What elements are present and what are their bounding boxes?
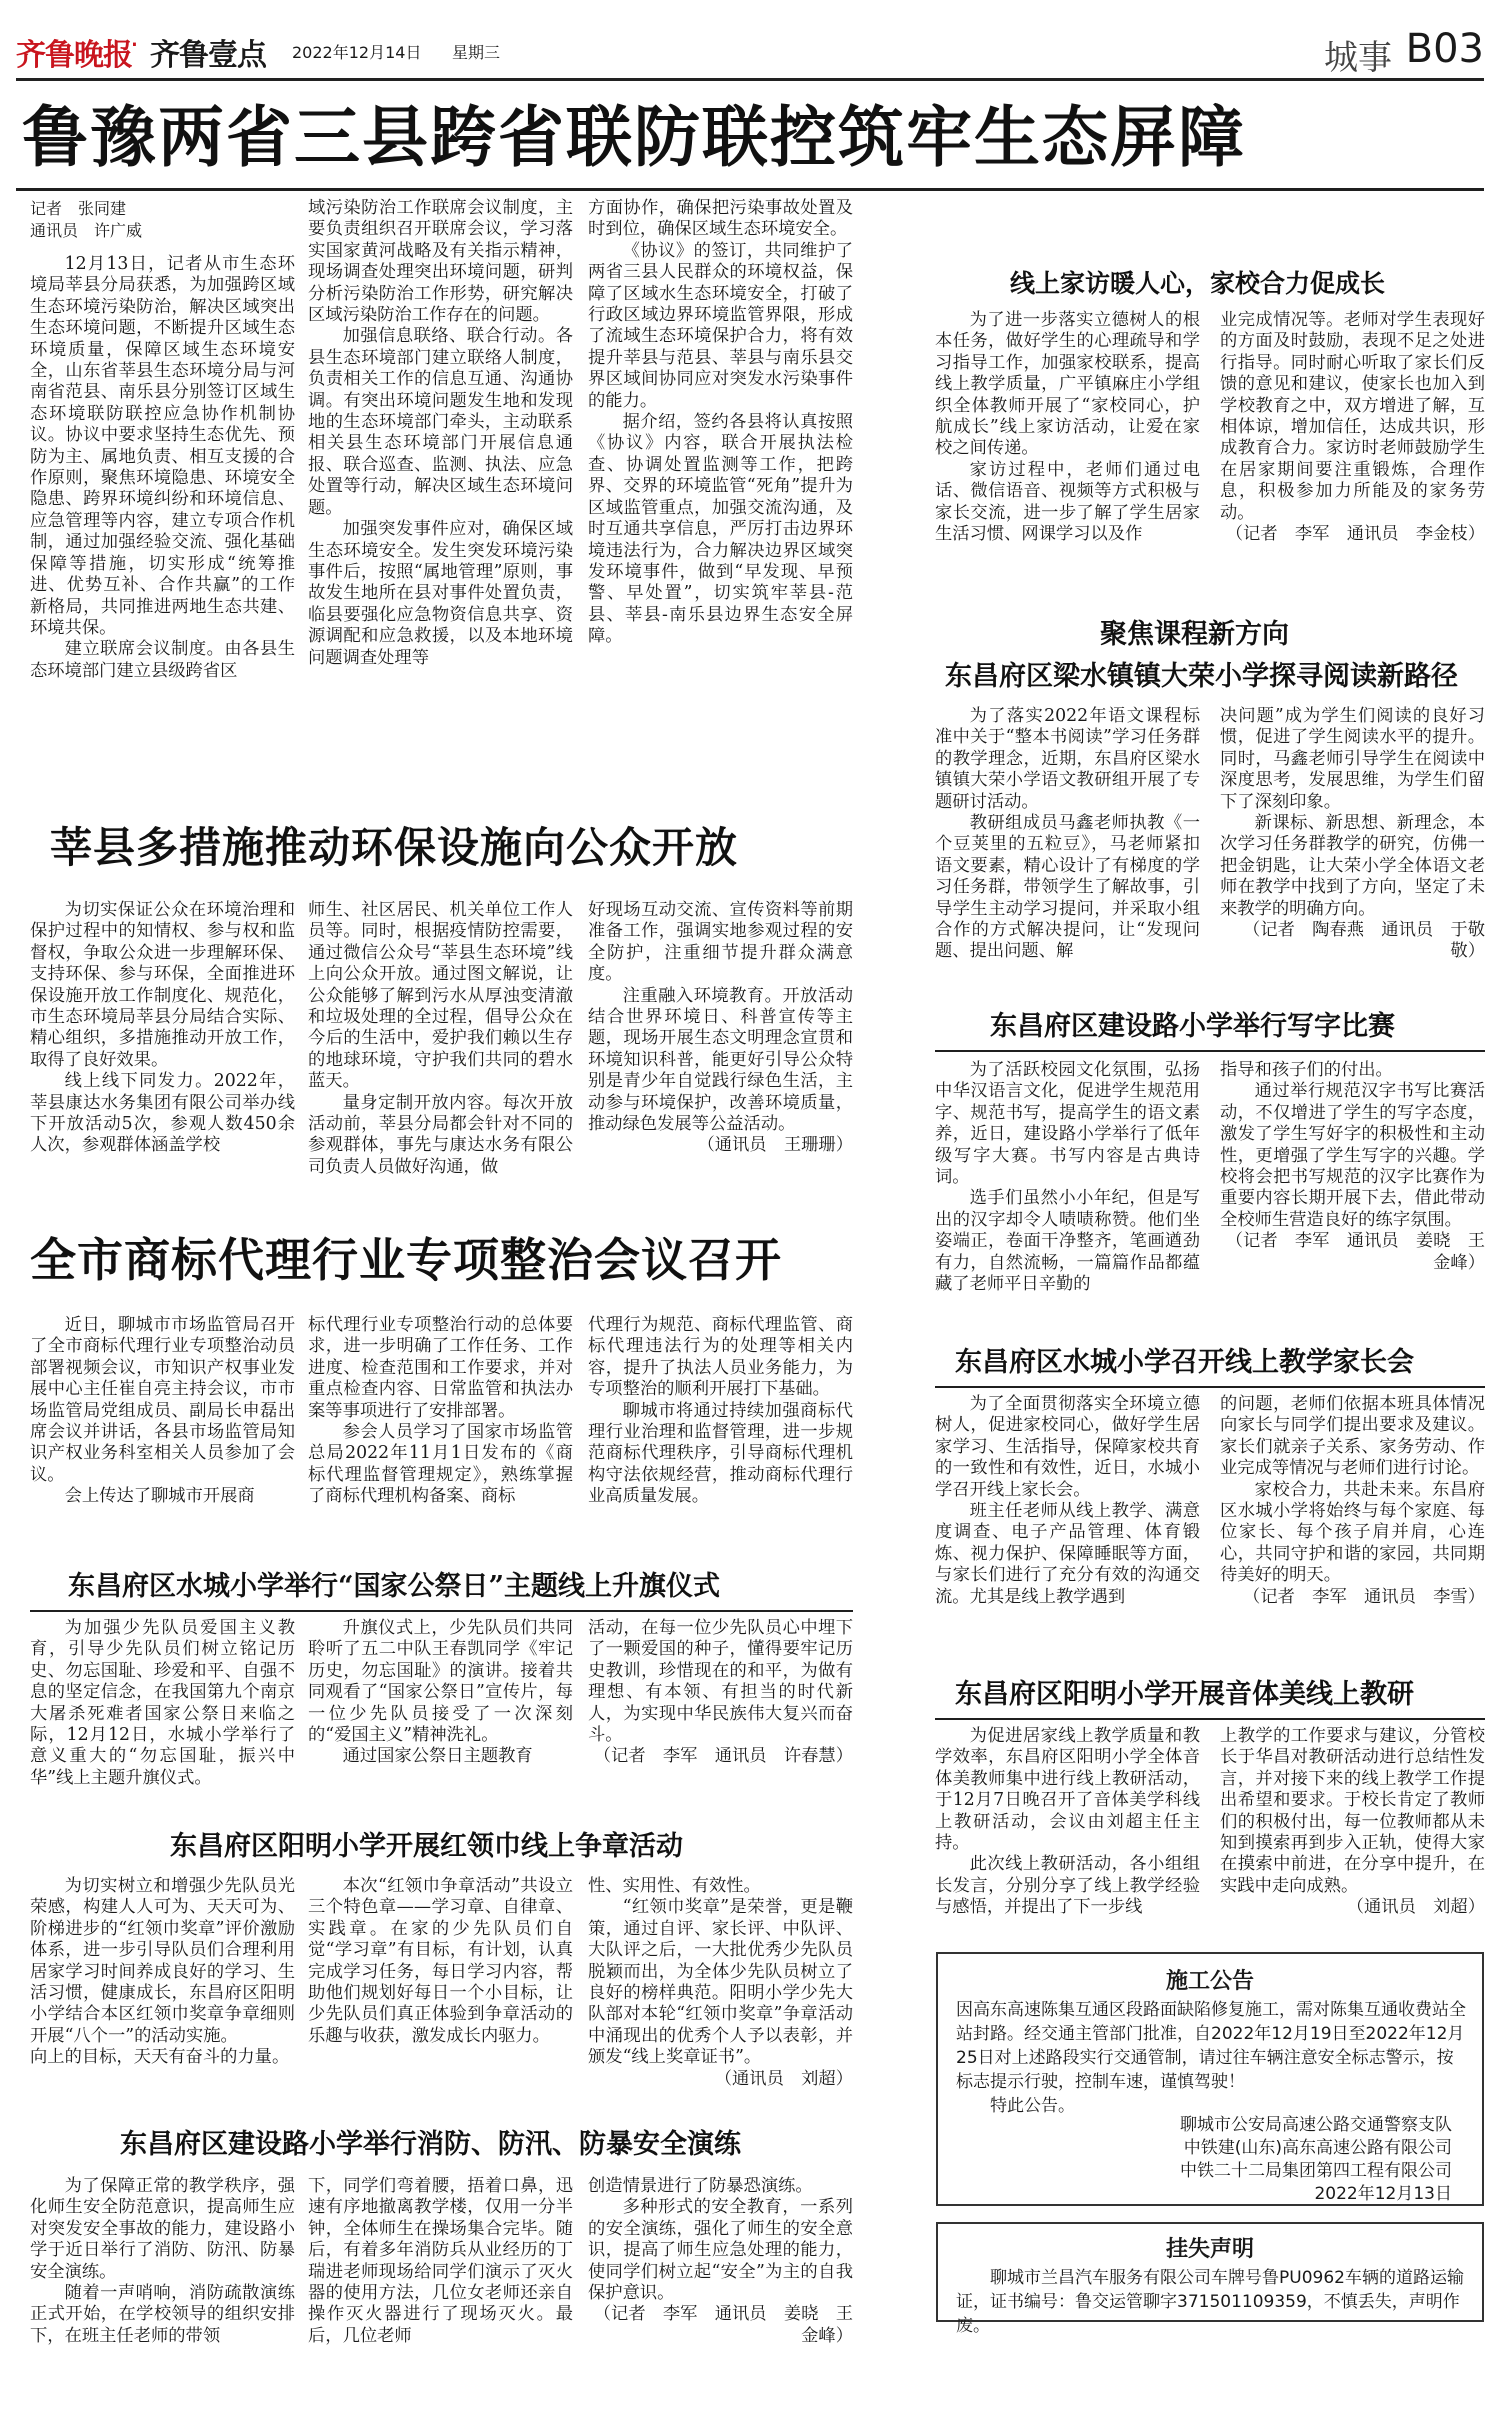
article-3-col-2: 标代理行业专项整治行动的总体要求，进一步明确了工作任务、工作进度、检查范围和工作要求，并对重点检查内容、日常监管和执法办案等事项进行了安排部署。 参会人员学习了国家市场监管总局2022年11月1日发布的《商标代理监督管理规定》，熟练掌握了商标代理机构备案、商标 [308, 1315, 573, 1507]
article-1-headline: 鲁豫两省三县跨省联防联控筑牢生态屏障 [22, 98, 1246, 176]
right-1-col-2: 业完成情况等。老师对学生表现好的方面及时鼓励，表现不足之处进行指导。同时耐心听取了家长们反馈的意见和建议，使家长也加入到学校教育之中，双方增进了解，互相体谅，增加信任，达成共识，形成教育合力。家访时老师鼓励学生在居家期间要注重锻炼，合理作息，积极参加力所能及的家务劳动。 （记者 李军 通讯员 李金枝） [1220, 310, 1485, 545]
page-number: B03 [1405, 26, 1484, 72]
construction-notice [936, 1952, 1484, 2206]
headline-rule [16, 188, 1484, 191]
article-4-rule [30, 1610, 853, 1612]
statement-body: 聊城市兰昌汽车服务有限公司车牌号鲁PU0962车辆的道路运输证，证书编号：鲁交运管聊字371501109359，不慎丢失，声明作废。 [956, 2268, 1464, 2336]
article-6-headline: 东昌府区建设路小学举行消防、防汛、防暴安全演练 [120, 2129, 741, 2160]
right-1-col-1: 为了进一步落实立德树人的根本任务，做好学生的心理疏导和学习指导工作，加强家校联系，提高线上教学质量，广平镇麻庄小学组织全体教师开展了“家校同心，护航成长”线上家访活动，让爱在家校之间传递。 家访过程中，老师们通过电话、微信语音、视频等方式积极与家长交流，进一步了解了学生居家生活习惯、网课学习以及作 [935, 310, 1200, 545]
right-5-headline: 东昌府区阳明小学开展音体美线上教研 [955, 1679, 1414, 1710]
right-4-rule [935, 1386, 1485, 1388]
right-3-col-2: 指导和孩子们的付出。 通过举行规范汉字书写比赛活动，不仅增进了学生的写字态度，激发了学生写好字的积极性和主动性，更增强了学生写字的兴趣。学校将会把书写规范的汉字比赛作为重要内容长期开展下去，借此带动全校师生营造良好的练字氛围。 （记者 李军 通讯员 姜晓 王金峰） [1220, 1060, 1485, 1273]
logo-divider: · [130, 28, 139, 61]
article-6-col-3: 创造情景进行了防暴恐演练。 多种形式的安全教育，一系列的安全演练，强化了师生的安全意识，提高了师生应急处理的能力，使同学们树立起“安全”为主的自我保护意识。 （记者 李军 通讯员 姜晓 王金峰） [588, 2176, 853, 2346]
masthead-rule [16, 78, 1484, 81]
article-5-col-1: 为切实树立和增强少先队员光荣感，构建人人可为、天天可为、阶梯进步的“红领巾奖章”评价激励体系，进一步引导队员们合理利用居家学习时间养成良好的学习、生活习惯，健康成长，东昌府区阳明小学结合本区红领巾奖章争章细则开展“八个一”的活动实施。 向上的目标，天天有奋斗的力量。 [30, 1876, 295, 2068]
article-2-col-2: 师生、社区居民、机关单位工作人员等。同时，根据疫情防控需要，通过微信公众号“莘县生态环境”线上向公众开放。通过图文解说，让公众能够了解到污水从厚浊变清澈和垃圾处理的全过程，倡导公众在今后的生活中，爱护我们赖以生存的地球环境，守护我们共同的碧水蓝天。 量身定制开放内容。每次开放活动前，莘县分局都会针对不同的参观群体，事先与康达水务有限公司负责人员做好沟通，做 [308, 900, 573, 1177]
right-5-rule [935, 1718, 1485, 1720]
right-2-col-2: 决问题”成为学生们阅读的良好习惯，促进了学生阅读水平的提升。同时，马鑫老师引导学生在阅读中深度思考，发展思维，为学生们留下了深刻印象。 新课标、新思想、新理念，本次学习任务群教学的研究，仿佛一把金钥匙，让大荣小学全体语文老师在教学中找到了方向，坚定了未来教学的明确方向。 （记者 陶春燕 通讯员 于敬敬） [1220, 706, 1485, 962]
section-name: 城事 [1324, 38, 1392, 78]
article-1-col-3: 方面协作，确保把污染事故处置及时到位，确保区域生态环境安全。 《协议》的签订，共同维护了两省三县人民群众的环境权益，保障了区域水生态环境安全，打破了行政区域边界环境监管界限，形成了流域生态环境保护合力，将有效提升莘县与范县、莘县与南乐县交界区域间协同应对突发水污染事件的能力。 据介绍，签约各县将认真按照《协议》内容，联合开展执法检查、协调处置监测等工作，把跨界、交界的环境监管“死角”提升为区域监管重点，加强交流沟通，及时互通共享信息，严厉打击边界环境违法行为，合力解决边界区域突发环境事件，做到“早发现、早预警、早处置”，切实筑牢莘县-范县、莘县-南乐县边界生态安全屏障。 [588, 198, 853, 647]
article-4-col-3: 活动，在每一位少先队员心中埋下了一颗爱国的种子，懂得要牢记历史教训，珍惜现在的和平，为做有理想、有本领、有担当的时代新人，为实现中华民族伟大复兴而奋斗。 （记者 李军 通讯员 许春慧） [588, 1618, 853, 1767]
loss-statement [936, 2222, 1484, 2336]
article-6-col-2: 下，同学们弯着腰，捂着口鼻，迅速有序地撤离教学楼，仅用一分半钟，全体师生在操场集合完毕。随后，有着多年消防兵从业经历的丁瑞进老师现场给同学们演示了灭火器的使用方法，几位女老师还亲自操作灭火器进行了现场灭火。最后，几位老师 [308, 2176, 573, 2346]
right-2-kicker: 聚焦课程新方向 [1100, 619, 1289, 650]
right-2-col-1: 为了落实2022年语文课程标准中关于“整本书阅读”学习任务群的教学理念，近期，东昌府区梁水镇镇大荣小学语文教研组开展了专题研讨活动。 教研组成员马鑫老师执教《一个豆荚里的五粒豆》，马老师紧扣语文要素，精心设计了有梯度的学习任务群，带领学生了解故事，引导学生主动学习提问，并采取小组合作的方式解决提问，让“发现问题、提出问题、解 [935, 706, 1200, 962]
masthead [16, 22, 1484, 78]
notice-title: 施工公告 [1165, 1968, 1254, 1994]
right-3-headline: 东昌府区建设路小学举行写字比赛 [990, 1011, 1395, 1042]
newspaper-logo: 齐鲁晚报 [16, 38, 132, 73]
right-1-headline: 线上家访暖人心，家校合力促成长 [1010, 269, 1386, 298]
right-4-headline: 东昌府区水城小学召开线上教学家长会 [955, 1347, 1414, 1378]
article-4-col-2: 升旗仪式上，少先队员们共同聆听了五二中队王春凯同学《牢记历史，勿忘国耻》的演讲。接着共同观看了“国家公祭日”宣传片，每一位少先队员接受了一次深刻的“爱国主义”精神洗礼。 通过国家公祭日主题教育 [308, 1618, 573, 1767]
right-2-headline: 东昌府区梁水镇镇大荣小学探寻阅读新路径 [945, 661, 1458, 692]
right-4-col-1: 为了全面贯彻落实全环境立德树人，促进家校同心，做好学生居家学习、生活指导，保障家校共育的一致性和有效性，近日，水城小学召开线上家长会。 班主任老师从线上教学、满意度调查、电子产品管理、体育锻炼、视力保护、保障睡眠等方面，与家长们进行了充分有效的沟通交流。尤其是线上教学遇到 [935, 1394, 1200, 1607]
article-2-col-1: 为切实保证公众在环境治理和保护过程中的知情权、参与权和监督权，争取公众进一步理解环保、支持环保、参与环保，全面推进环保设施开放工作制度化、规范化，市生态环境局莘县分局结合实际、精心组织，多措施推动开放工作，取得了良好效果。 线上线下同发力。2022年，莘县康达水务集团有限公司举办线下开放活动5次，参观人数450余人次，参观群体涵盖学校 [30, 900, 295, 1156]
article-4-headline: 东昌府区水城小学举行“国家公祭日”主题线上升旗仪式 [68, 1571, 721, 1602]
article-2-col-3: 好现场互动交流、宣传资料等前期准备工作，强调实地参观过程的安全防护，注重细节提升群众满意度。 注重融入环境教育。开放活动结合世界环境日、科普宣传等主题，现场开展生态文明理念宣贯和环境知识科普，能更好引导公众特别是青少年自觉践行绿色生活，主动参与环境保护，改善环境质量，推动绿色发展等公益活动。 （通讯员 王珊珊） [588, 900, 853, 1156]
article-5-col-2: 本次“红领巾争章活动”共设立三个特色章——学习章、自律章、实践章。在家的少先队员们自觉“学习章”有目标，有计划，认真完成学习任务，每日学习内容，帮助他们规划好每日一个小目标，让少先队员们真正体验到争章活动的乐趣与收获，激发成长内驱力。 [308, 1876, 573, 2046]
right-3-col-1: 为了活跃校园文化氛围，弘扬中华汉语言文化，促进学生规范用字、规范书写，提高学生的语文素养，近日，建设路小学举行了低年级写字大赛。书写内容是古典诗词。 选手们虽然小小年纪，但是写出的汉字却令人啧啧称赞。他们坐姿端正，卷面干净整齐，笔画遒劲有力，自然流畅，一篇篇作品都蕴藏了老师平日辛勤的 [935, 1060, 1200, 1295]
article-3-headline: 全市商标代理行业专项整治会议召开 [30, 1233, 782, 1287]
article-1-col-1: 12月13日，记者从市生态环境局莘县分局获悉，为加强跨区域生态环境污染防治，解决区域突出生态环境问题，不断提升区域生态环境质量，保障区域生态环境安全，山东省莘县生态环境分局与河南省范县、南乐县分别签订区域生态环境联防联控应急协作机制协议。协议中要求坚持生态优先、预防为主、属地负责、相互支援的合作原则，聚焦环境隐患、环境安全隐患、跨界环境纠纷和环境信息、应急管理等内容，建立专项合作机制，通过加强经验交流、强化基础保障等措施，切实形成“统筹推进、优势互补、合作共赢”的工作新格局，共同推进两地生态共建、环境共保。 建立联席会议制度。由各县生态环境部门建立县级跨省区 [30, 254, 295, 681]
notice-body: 因高东高速陈集互通区段路面缺陷修复施工，需对陈集互通收费站全站封路。经交通主管部门批准，自2022年12月19日至2022年12月25日对上述路段实行交通管制，请过往车辆注意安全标志警示，按标志提示行驶，控制车速，谨慎驾驶！ 特此公告。 [956, 2000, 1466, 2116]
article-1-byline: 记者 张同建 通讯员 许广威 [30, 199, 143, 240]
article-6-col-1: 为了保障正常的教学秩序，强化师生安全防范意识，提高师生应对突发安全事故的能力，建设路小学于近日举行了消防、防汛、防暴安全演练。 随着一声哨响，消防疏散演练正式开始，在学校领导的组织安排下，在班主任老师的带领 [30, 2176, 295, 2346]
right-4-col-2: 的问题，老师们依据本班具体情况向家长与同学们提出要求及建议。家长们就亲子关系、家务劳动、作业完成等情况与老师们进行讨论。 家校合力，共赴未来。东昌府区水城小学将始终与每个家庭、每位家长、每个孩子肩并肩，心连心，共同守护和谐的家园，共同期待美好的明天。 （记者 李军 通讯员 李雪） [1220, 1394, 1485, 1607]
right-5-col-1: 为促进居家线上教学质量和教学效率，东昌府区阳明小学全体音体美教师集中进行线上教研活动，于12月7日晚召开了音体美学科线上教研活动，会议由刘超主任主持。 此次线上教研活动，各小组组长发言，分别分享了线上教学经验与感悟，并提出了下一步线 [935, 1726, 1200, 1918]
article-3-col-3: 代理行为规范、商标代理监管、商标代理违法行为的处理等相关内容，提升了执法人员业务能力，为专项整治的顺利开展打下基础。 聊城市将通过持续加强商标代理行业治理和监督管理，进一步规范商标代理秩序，引导商标代理机构守法依规经营，推动商标代理行业高质量发展。 [588, 1315, 853, 1507]
app-logo: 齐鲁壹点 [150, 38, 266, 73]
article-3-col-1: 近日，聊城市市场监管局召开了全市商标代理行业专项整治动员部署视频会议，市知识产权事业发展中心主任崔自亮主持会议，市市场监管局党组成员、副局长申磊出席会议并讲话，各县市场监管局知识产权业务科室相关人员参加了会议。 会上传达了聊城市开展商 [30, 1315, 295, 1507]
issue-date: 2022年12月14日 [292, 43, 422, 62]
article-5-headline: 东昌府区阳明小学开展红领巾线上争章活动 [170, 1831, 683, 1862]
article-2-headline: 莘县多措施推动环保设施向公众开放 [50, 823, 739, 872]
statement-title: 挂失声明 [1165, 2236, 1254, 2262]
article-4-col-1: 为加强少先队员爱国主义教育，引导少先队员们树立铭记历史、勿忘国耻、珍爱和平、自强不息的坚定信念，在我国第九个南京大屠杀死难者国家公祭日来临之际，12月12日，水城小学举行了意义重大的“勿忘国耻，振兴中华”线上主题升旗仪式。 [30, 1618, 295, 1788]
issue-weekday: 星期三 [452, 43, 501, 62]
right-5-col-2: 上教学的工作要求与建议，分管校长于华昌对教研活动进行总结性发言，并对接下来的线上教学工作提出希望和要求。于校长肯定了教师们的积极付出，每一位教师都从未知到摸索再到步入正轨，使得大家在摸索中前进，在分享中提升，在实践中走向成熟。 （通讯员 刘超） [1220, 1726, 1485, 1918]
article-1-col-2: 域污染防治工作联席会议制度，主要负责组织召开联席会议，学习落实国家黄河战略及有关指示精神，现场调查处理突出环境问题，研判分析污染防治工作形势，研究解决区域污染防治工作存在的问题。 加强信息联络、联合行动。各县生态环境部门建立联络人制度，负责相关工作的信息互通、沟通协调。有突出环境问题发生地和发现地的生态环境部门牵头，主动联系相关县生态环境部门开展信息通报、联合巡查、监测、执法、应急处置等行动，解决区域生态环境问题。 加强突发事件应对，确保区域生态环境安全。发生突发环境污染事件后，按照“属地管理”原则，事故发生地所在县对事件处置负责，临县要强化应急物资信息共享、资源调配和应急救援，以及本地环境问题调查处理等 [308, 198, 573, 668]
right-3-rule [935, 1050, 1485, 1052]
notice-signatures: 聊城市公安局高速公路交通警察支队 中铁建(山东)高东高速公路有限公司 中铁二十二局集团第四工程有限公司 2022年12月13日 [1180, 2115, 1452, 2204]
article-5-col-3: 性、实用性、有效性。 “红领巾奖章”是荣誉，更是鞭策，通过自评、家长评、中队评、大队评之后，一大批优秀少先队员脱颖而出，为全体少先队员树立了良好的榜样典范。阳明小学少先大队部对本轮“红领巾奖章”争章活动中涌现出的优秀个人予以表彰，并颁发“线上奖章证书”。 （通讯员 刘超） [588, 1876, 853, 2089]
